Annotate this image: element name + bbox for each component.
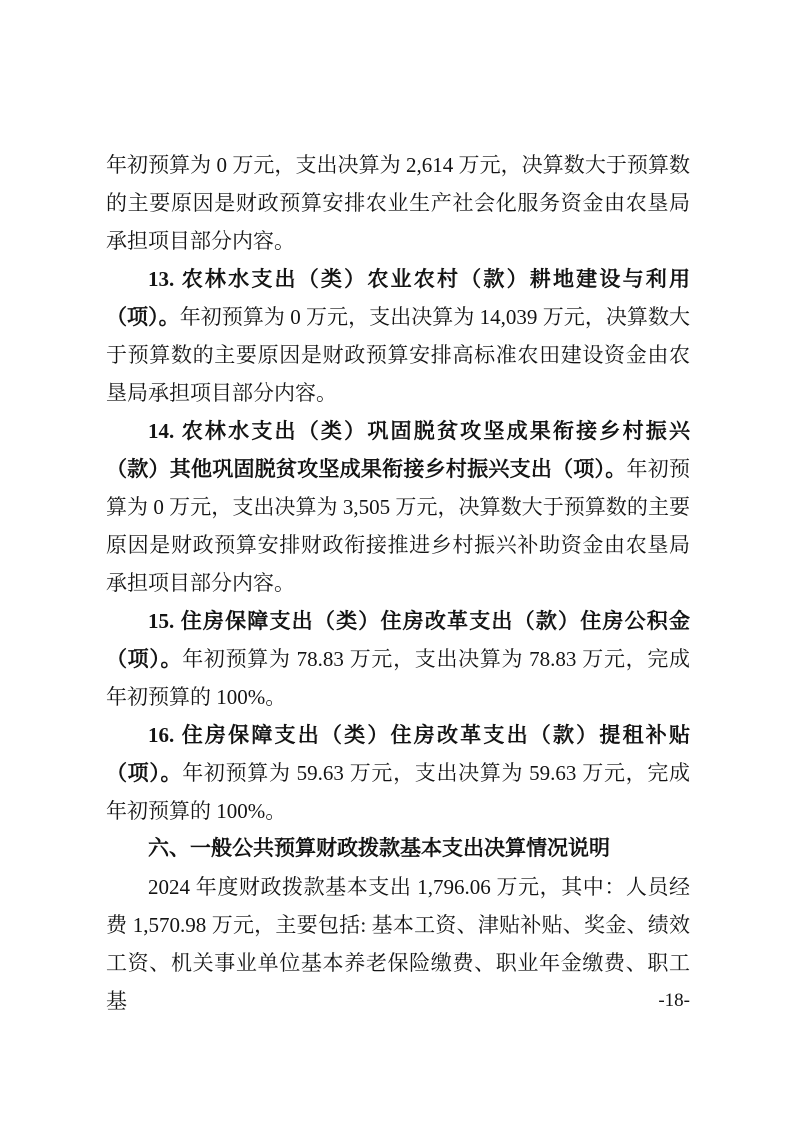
item-13-body: 年初预算为 0 万元，支出决算为 14,039 万元，决算数大于预算数的主要原因是财政预算安排高标准农田建设资金由农垦局承担项目部分内容。 xyxy=(106,305,691,405)
item-14-body: 年初预算为 0 万元，支出决算为 3,505 万元，决算数大于预算数的主要原因是财政预算安排财政衔接推进乡村振兴补助资金由农垦局承担项目部分内容。 xyxy=(106,457,691,595)
item-15-heading: 15. 住房保障支出（类）住房改革支出（款）住房公积金（项）。 xyxy=(106,609,690,671)
item-14-heading: 14. 农林水支出（类）巩固脱贫攻坚成果衔接乡村振兴（款）其他巩固脱贫攻坚成果衔接乡村振兴支出（项）。 xyxy=(106,419,690,481)
item-15-body: 年初预算为 78.83 万元，支出决算为 78.83 万元，完成年初预算的 100%。 xyxy=(106,647,691,709)
paragraph-item-14 xyxy=(106,412,690,602)
item-16-heading: 16. 住房保障支出（类）住房改革支出（款）提租补贴（项）。 xyxy=(106,723,690,785)
section-six-heading: 六、一般公共预算财政拨款基本支出决算情况说明 xyxy=(148,837,610,860)
item-13-heading: 13. 农林水支出（类）农业农村（款）耕地建设与利用（项）。 xyxy=(106,267,690,329)
item-16-body: 年初预算为 59.63 万元，支出决算为 59.63 万元，完成年初预算的 100%。 xyxy=(106,761,691,823)
section-six-body-paragraph: 2024 年度财政拨款基本支出 1,796.06 万元，其中：人员经费 1,570.98 万元，主要包括: 基本工资、津贴补贴、奖金、绩效工资、机关事业单位基本养老保险缴费、职业年金缴费、职工基 xyxy=(106,875,690,1013)
page-content xyxy=(106,146,690,1020)
paragraph-item-15 xyxy=(106,602,690,716)
page-number: -18- xyxy=(658,990,690,1011)
paragraph-item12-continuation: 年初预算为 0 万元，支出决算为 2,614 万元，决算数大于预算数的主要原因是财政预算安排农业生产社会化服务资金由农垦局承担项目部分内容。 xyxy=(106,153,690,253)
paragraph-item-13 xyxy=(106,260,690,412)
paragraph-item-16 xyxy=(106,716,690,830)
